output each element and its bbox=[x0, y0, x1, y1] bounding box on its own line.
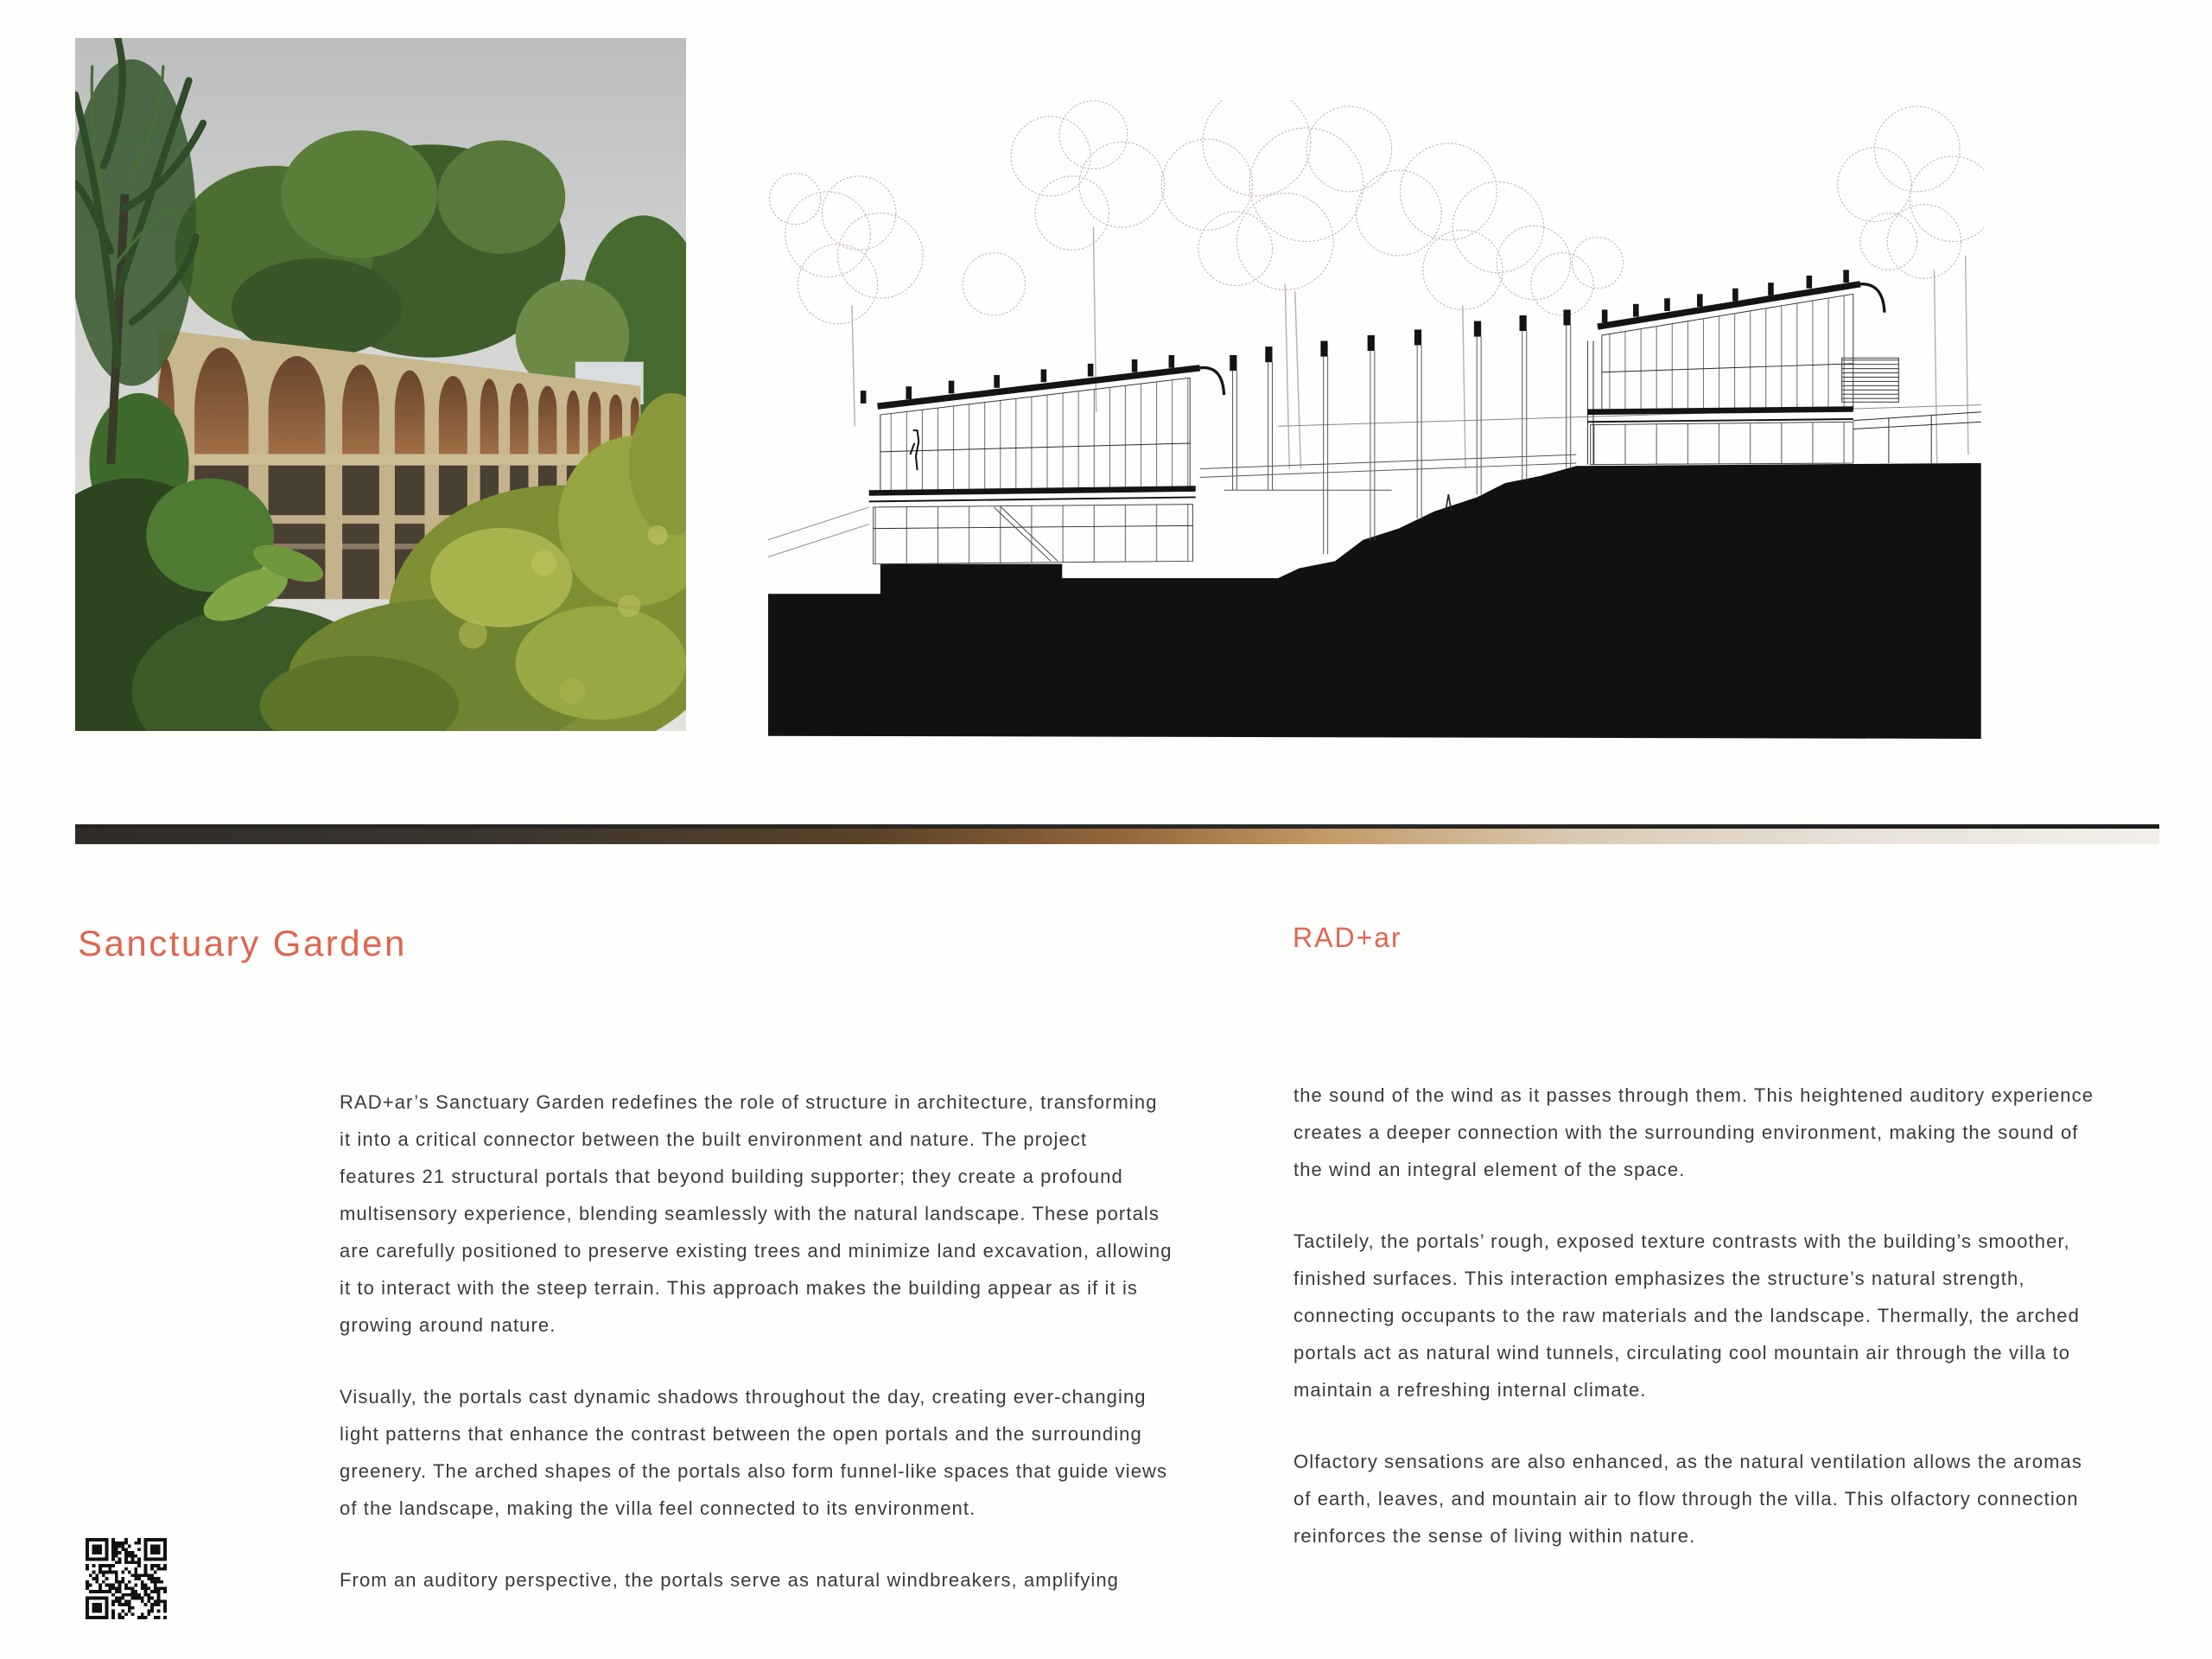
qr-code bbox=[86, 1538, 167, 1619]
article-title: Sanctuary Garden bbox=[78, 923, 407, 963]
text-line: portals act as natural wind tunnels, circulating cool mountain air through the villa to bbox=[1294, 1342, 2071, 1363]
body-paragraph bbox=[340, 1378, 1247, 1527]
body-paragraph bbox=[1294, 1077, 2201, 1188]
text-line: are carefully positioned to preserve existing trees and minimize land excavation, allowing bbox=[340, 1240, 1173, 1262]
text-line: multisensory experience, blending seamlessly with the natural landscape. These portals bbox=[340, 1203, 1160, 1224]
project-photo bbox=[75, 38, 686, 731]
text-line: creates a deeper connection with the surrounding environment, making the sound of bbox=[1294, 1122, 2079, 1143]
text-line: it to interact with the steep terrain. This approach makes the building appear as if it is bbox=[340, 1277, 1139, 1299]
text-line: connecting occupants to the raw materials and the landscape. Thermally, the arched bbox=[1294, 1305, 2080, 1326]
text-line: Tactilely, the portals’ rough, exposed texture contrasts with the building’s smoother, bbox=[1294, 1230, 2070, 1252]
text-line: of the landscape, making the villa feel connected to its environment. bbox=[340, 1497, 976, 1519]
text-line: of earth, leaves, and mountain air to flow through the villa. This olfactory connection bbox=[1294, 1488, 2079, 1510]
text-line: Visually, the portals cast dynamic shadows throughout the day, creating ever-changing bbox=[340, 1386, 1147, 1408]
text-line: From an auditory perspective, the portals serve as natural windbreakers, amplifying bbox=[340, 1569, 1120, 1591]
body-paragraph bbox=[1294, 1223, 2201, 1408]
text-line: the wind an integral element of the space. bbox=[1294, 1159, 1686, 1180]
text-line: light patterns that enhance the contrast between the open portals and the surrounding bbox=[340, 1423, 1142, 1445]
text-line: Olfactory sensations are also enhanced, as the natural ventilation allows the aromas bbox=[1294, 1451, 2082, 1472]
text-line: finished surfaces. This interaction emphasizes the structure’s natural strength, bbox=[1294, 1268, 2025, 1289]
section-drawing bbox=[768, 99, 1984, 739]
architect-credit: RAD+ar bbox=[1293, 922, 1402, 953]
text-line: the sound of the wind as it passes through them. This heightened auditory experience bbox=[1294, 1084, 2094, 1106]
text-line: features 21 structural portals that beyond building supporter; they create a profound bbox=[340, 1166, 1123, 1187]
text-line: growing around nature. bbox=[340, 1314, 556, 1336]
body-paragraph bbox=[340, 1084, 1247, 1344]
body-column-right bbox=[1294, 1077, 2201, 1554]
divider-strip bbox=[75, 829, 2159, 844]
text-line: it into a critical connector between the built environment and nature. The project bbox=[340, 1128, 1088, 1150]
body-paragraph bbox=[1294, 1443, 2201, 1554]
text-line: RAD+ar’s Sanctuary Garden redefines the role of structure in architecture, transforming bbox=[340, 1091, 1158, 1113]
body-paragraph bbox=[340, 1561, 1247, 1599]
text-line: greenery. The arched shapes of the portals also form funnel-like spaces that guide views bbox=[340, 1460, 1168, 1482]
text-line: maintain a refreshing internal climate. bbox=[1294, 1379, 1647, 1401]
text-line: reinforces the sense of living within nature. bbox=[1294, 1525, 1696, 1547]
body-column-left bbox=[340, 1084, 1247, 1599]
